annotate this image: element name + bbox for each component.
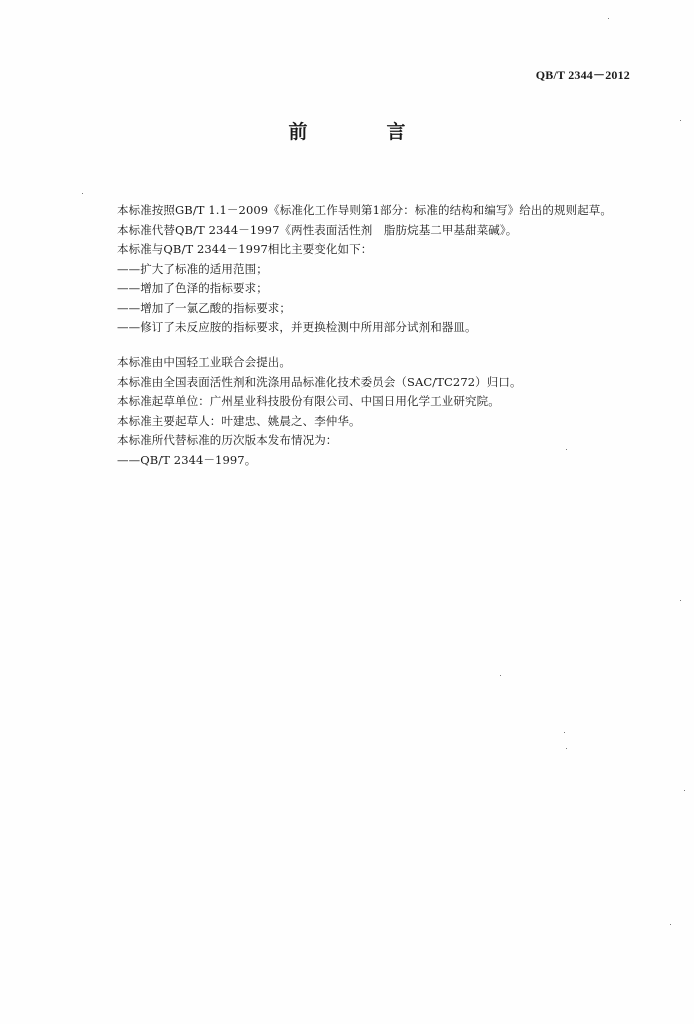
preface-line: 本标准主要起草人：叶建忠、姚晨之、李仲华。 xyxy=(117,413,361,428)
preface-line: 本标准代替QB/T 2344－1997《两性表面活性剂 脂肪烷基二甲基甜菜碱》。 xyxy=(117,222,518,237)
preface-info-paragraph xyxy=(117,353,647,470)
scan-speck xyxy=(680,600,681,601)
replaced-version-item: ——QB/T 2344－1997。 xyxy=(117,452,257,467)
change-list-item: ——增加了色泽的指标要求； xyxy=(117,281,268,295)
page-title: 前 言 xyxy=(288,121,436,143)
change-list-item: ——扩大了标准的适用范围； xyxy=(117,261,268,276)
scan-speck xyxy=(684,790,685,791)
scan-speck xyxy=(82,193,83,194)
preface-intro-paragraph xyxy=(117,201,647,338)
standard-code: QB/T 2344－2012 xyxy=(535,68,630,82)
scan-speck xyxy=(680,120,681,121)
scan-speck xyxy=(500,675,501,676)
scan-speck xyxy=(670,924,671,925)
preface-line: 本标准由中国轻工业联合会提出。 xyxy=(117,355,291,369)
scan-speck xyxy=(566,449,567,450)
change-list-item: ——增加了一氯乙酸的指标要求； xyxy=(117,300,291,315)
preface-line: 本标准所代替标准的历次版本发布情况为： xyxy=(117,433,338,447)
scan-speck xyxy=(608,18,609,19)
preface-line: 本标准由全国表面活性剂和洗涤用品标准化技术委员会（SAC/TC272）归口。 xyxy=(117,374,522,389)
scan-speck xyxy=(564,732,565,733)
preface-line: 本标准起草单位：广州星业科技股份有限公司、中国日用化学工业研究院。 xyxy=(117,394,500,408)
preface-line: 本标准与QB/T 2344－1997相比主要变化如下： xyxy=(117,242,373,256)
scan-speck xyxy=(566,748,567,749)
preface-line: 本标准按照GB/T 1.1－2009《标准化工作导则第1部分：标准的结构和编写》给出的规则起草。 xyxy=(117,203,613,217)
change-list-item: ——修订了未反应胺的指标要求，并更换检测中所用部分试剂和器皿。 xyxy=(117,320,477,334)
